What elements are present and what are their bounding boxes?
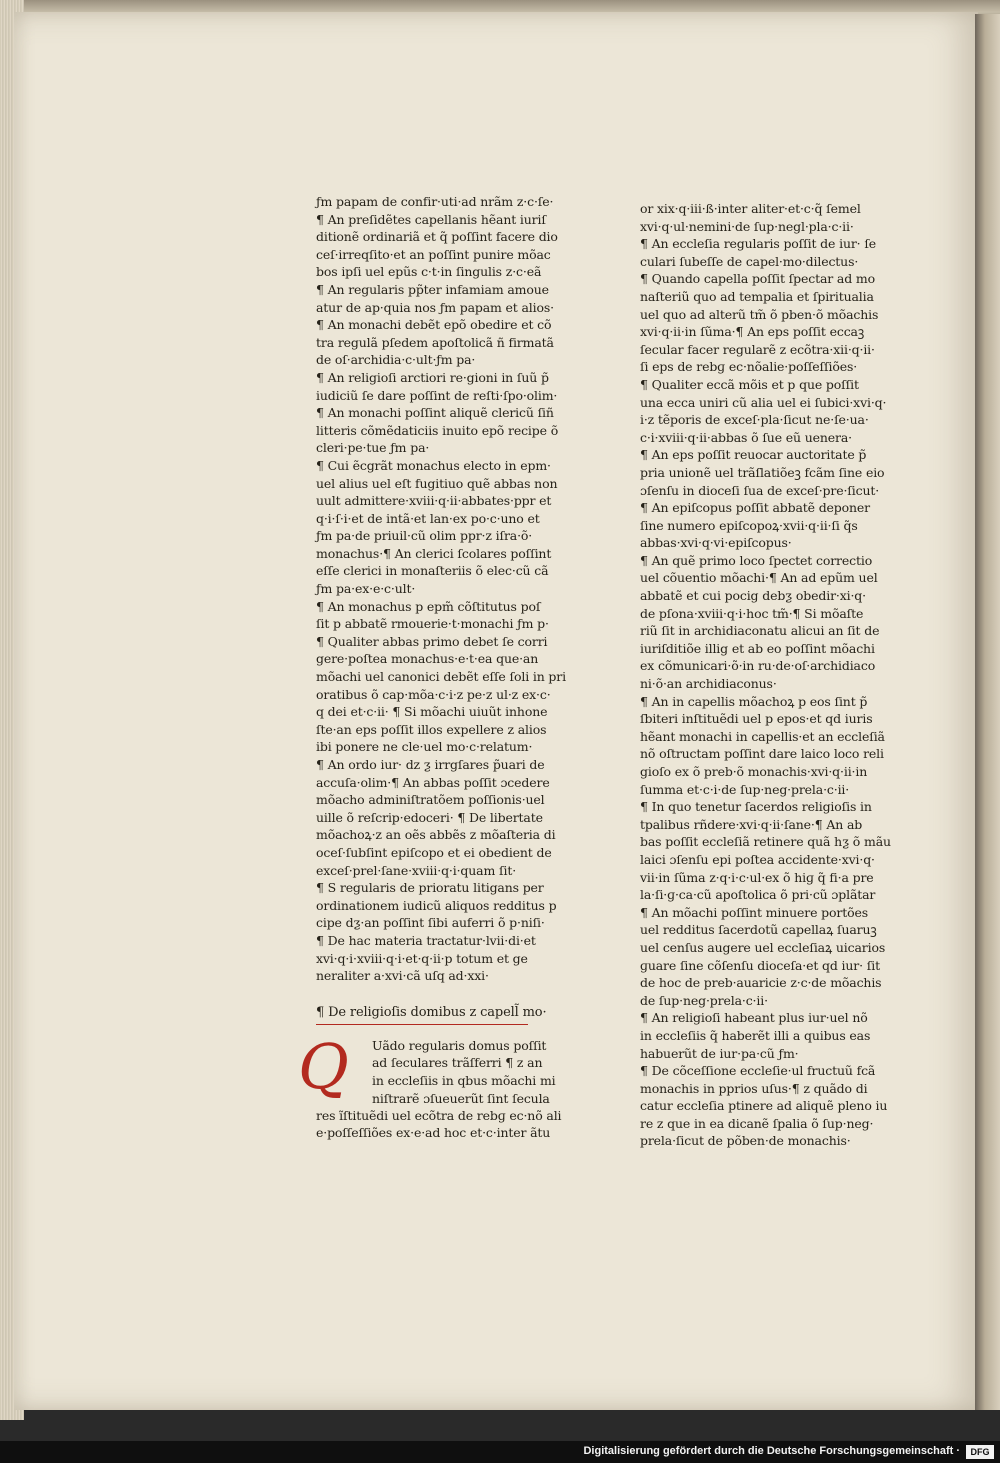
text-line: q dei et·c·ii· ¶ Si mõachi uiuũt inhone: [316, 704, 548, 720]
text-line: ¶ Qualiter abbas primo debet ſe corri: [316, 633, 548, 649]
text-line: de hoc de preb·auaricie z·c·de mõachis: [640, 975, 882, 991]
text-line: uille õ reſcrip·edoceri· ¶ De libertate: [316, 809, 543, 825]
text-line: riũ ſit in archidiaconatu alicui an ſit de: [640, 623, 880, 639]
text-line: uel alius uel eſt fugitiuo quẽ abbas non: [316, 475, 558, 491]
text-line: cipe dƺ·an poſſint ſibi auferri õ p·niſi·: [316, 915, 545, 931]
text-line: ſecular facer regularẽ z ecõtra·xii·q·ii·: [640, 341, 875, 357]
text-line: ſte·an eps poſſit illos expellere z alios: [316, 721, 547, 737]
text-line: ¶ Qualiter eccã mõis et p que poſſit: [640, 376, 859, 392]
text-line: ¶ An religioſi habeant plus iur·uel nõ: [640, 1010, 868, 1026]
text-line: cleri·pe·tue ƒm pa·: [316, 440, 430, 456]
text-line: res ĩſtituẽdi uel ecõtra de rebɡ ec·nõ ali: [316, 1107, 562, 1123]
text-line: ¶ In quo tenetur ſacerdos religioſis in: [640, 799, 872, 815]
text-line: la·ſi·ɡ·ca·cũ apoſtolica õ pri·cũ ɔplãtar: [640, 887, 876, 903]
text-line: vii·in ſũma z·q·i·c·ul·ex õ hiɡ q̃ fi·a pre: [640, 869, 874, 885]
text-line: atur de ap·quia nos ƒm papam et alios·: [316, 299, 554, 315]
text-line: ¶ An in capellis mõachoꝝ p eos ſint p̃: [640, 693, 868, 709]
text-line: ibi ponere ne cle·uel mo·c·relatum·: [316, 739, 533, 755]
text-line: oratibus õ cap·mõa·c·i·z pe·z ul·z ex·c·: [316, 686, 551, 702]
text-line: hẽant monachi in capellis·et an eccleſiã: [640, 728, 885, 744]
text-line: q·i·ſ·i·et de intã·et lan·ex po·c·uno et: [316, 510, 540, 526]
text-line: de pſona·xviii·q·i·hoc tm̃·¶ Si mõaſte: [640, 605, 864, 621]
text-line: ſine numero epiſcopoꝝ·xvii·q·ii·ſi q̃s: [640, 517, 858, 533]
text-line: iudiciũ ſe dare poſſint de reſti·ſpo·olim·: [316, 387, 558, 403]
text-line: nõ oſtructam poſſint dare laico loco reli: [640, 746, 884, 762]
text-line: uel cenſus augere uel eccleſiaꝝ uicarios: [640, 939, 886, 955]
text-line: gere·poſtea monachus·e·t·ea que·an: [316, 651, 539, 667]
text-line: exceſ·prel·ſane·xviii·q·i·quam ſit·: [316, 862, 517, 878]
text-line: ¶ An mõachi poſſint minuere portões: [640, 904, 868, 920]
text-line: bos ipſi uel epũs c·t·in ſingulis z·c·eã: [316, 264, 542, 280]
text-line: ¶ An quẽ primo loco ſpectet correctio: [640, 552, 873, 568]
text-line: uel quo ad alterũ tm̃ õ pben·õ mõachis: [640, 306, 879, 322]
text-line: pria unionẽ uel trãſlatiõeꝫ fcãm ſine eio: [640, 464, 885, 480]
text-line: xvi·q·i·xviii·q·i·et·q·ii·p totum et ge: [316, 950, 528, 966]
text-line: re z que in ea dicanẽ ſpalia õ ſup·neg·: [640, 1115, 874, 1131]
text-line: de ſup·neg·prela·c·ii·: [640, 992, 768, 1008]
text-line: oceſ·ſubſint epiſcopo et ei obedient de: [316, 844, 552, 860]
text-line: ¶ An eps poſſit reuocar auctoritate p̃: [640, 447, 867, 463]
left-text-column: [298, 193, 566, 1141]
text-line: laici ɔſenſu epi poſtea accidente·xvi·q·: [640, 851, 875, 867]
text-line: una ecca uniri cũ alia uel ei ſubici·xvi·q·: [640, 394, 887, 410]
text-line: ſbiteri inſtituẽdi uel p epos·et qd iuris: [640, 711, 873, 727]
text-line: ni·õ·an archidiaconus·: [640, 676, 777, 692]
text-line: ¶ An monachi poſſint aliquẽ clericũ ſiñ: [316, 405, 554, 421]
text-line: ceſ·irreqſito·et an poſſint punire mõac: [316, 246, 551, 262]
text-line: niſtrarẽ ɔſueuerũt ſint ſecula: [372, 1090, 550, 1106]
text-line: ¶ An ordo iur· dz ƺ irrgſares p̃uari de: [316, 757, 545, 772]
text-line: abbas·xvi·q·vi·epiſcopus·: [640, 535, 792, 551]
text-line: ditionẽ ordinariã et q̃ poſſint facere dio: [316, 229, 558, 245]
text-line: uel cõuentio mõachi·¶ An ad epũm uel: [640, 570, 878, 586]
text-line: ¶ De cõceſſione eccleſie·ul fructuũ fcã: [640, 1063, 876, 1079]
text-line: i·z tẽporis de exceſ·pla·ſicut ne·ſe·ua·: [640, 412, 869, 428]
text-line: ¶ S regularis de prioratu litigans per: [316, 880, 544, 896]
text-line: ¶ An regularis pp̃ter infamiam amoue: [316, 281, 549, 297]
text-line: tra regulã pſedem apoſtolicã ñ firmatã: [316, 334, 554, 350]
text-line: or xix·q·iii·ß·inter aliter·et·c·q̃ ſemel: [640, 201, 861, 216]
rubricated-initial: Q: [298, 1029, 349, 1103]
text-line: ƒm pa·de priuil·cũ olim ppr·z iſra·õ·: [316, 528, 533, 544]
text-line: ¶ Cui ẽcgrãt monachus electo in epm·: [316, 457, 551, 473]
text-line: habuerũt de iur·pa·cũ ƒm·: [640, 1045, 799, 1061]
text-line: ¶ Quando capella poſſit ſpectar ad mo: [640, 271, 875, 287]
text-line: iuriſditiõe illig et ab eo poſſint mõachi: [640, 640, 875, 656]
text-line: ſumma et·c·i·de ſup·neg·prela·c·ii·: [640, 781, 850, 797]
text-line: ſit p abbatẽ rmouerie·t·monachi ƒm p·: [316, 616, 549, 632]
text-line: ɡuare ſine cõſenſu dioceſa·et qd iur· ſit: [640, 957, 880, 973]
section-heading: ¶ De religioſis domibus z capell̃ mo·: [316, 1004, 528, 1025]
text-line: ſi eps de rebɡ ec·nõalie·poſſeſſiões·: [640, 359, 858, 375]
dfg-logo: DFG: [966, 1445, 994, 1459]
text-line: ƒm papam de confir·uti·ad nrãm z·c·ſe·: [316, 194, 554, 209]
text-line: e·poſſeſſiões ex·e·ad hoc et·c·inter ãtu: [316, 1125, 551, 1141]
text-line: monachus·¶ An clerici ſcolares poſſint: [316, 545, 552, 561]
text-line: ¶ An religioſi arctiori re·gioni in ſuũ p̃: [316, 369, 549, 385]
digitization-footer: [0, 1441, 1000, 1463]
text-line: abbatẽ et cui pocig debƺ obedir·xi·q·: [640, 588, 866, 604]
text-line: ¶ De hac materia tractatur·lvii·di·et: [316, 932, 536, 948]
text-line: Uãdo regularis domus poſſit: [372, 1037, 547, 1053]
text-line: ɔſenſu in dioceſi ſua de exceſ·pre·ſicut·: [640, 482, 880, 498]
text-line: ƒm pa·ex·e·c·ult·: [316, 581, 416, 597]
text-line: accuſa·olim·¶ An abbas poſſit ɔcedere: [316, 774, 550, 790]
text-line: monachis in pprios uſus·¶ z quãdo di: [640, 1080, 868, 1096]
text-line: ¶ An epiſcopus poſſit abbatẽ deponer: [640, 500, 870, 516]
text-line: in eccleſiis in qbus mõachi mi: [372, 1072, 556, 1088]
facing-page-edge: [975, 14, 1000, 1410]
text-line: culari ſubeſſe de capel·mo·dilectus·: [640, 253, 859, 269]
text-line: neraliter a·xvi·cã uſq ad·xxi·: [316, 968, 489, 984]
text-line: mõachi uel canonici debẽt eſſe ſoli in pri: [316, 669, 566, 685]
text-line: gioſo ex õ preb·õ monachis·xvi·q·ii·in: [640, 764, 868, 779]
right-text-column: [640, 200, 891, 1150]
text-line: litteris cõmẽdaticiis inuito epõ recipe õ: [316, 422, 559, 438]
initial-paragraph: [298, 1029, 566, 1141]
text-line: naſteriũ quo ad tempalia et ſpiritualia: [640, 288, 874, 304]
text-line: ¶ An eccleſia regularis poſſit de iur· ſe: [640, 236, 877, 252]
text-line: ex cõmunicari·õ·in ru·de·oſ·archidiaco: [640, 658, 876, 674]
text-line: xvi·q·ii·in ſũma·¶ An eps poſſit eccaꝫ: [640, 324, 865, 340]
text-line: mõacho adminiſtratõem poſſionis·uel: [316, 792, 545, 808]
text-line: ¶ An preſidẽtes capellanis hẽant iuriſ: [316, 211, 546, 227]
text-line: uel redditus ſacerdotũ capellaꝝ ſuaruꝫ: [640, 922, 877, 938]
text-line: ordinationem iudicũ aliquos redditus p: [316, 897, 557, 913]
text-line: de oſ·archidia·c·ult·ƒm pa·: [316, 352, 476, 368]
text-line: ad ſeculares trãſferri ¶ z an: [372, 1055, 543, 1071]
funding-credit: Digitalisierung gefördert durch die Deutsche Forschungsgemeinschaft ·: [583, 1445, 960, 1457]
text-line: c·i·xviii·q·ii·abbas õ ſue eũ uenera·: [640, 429, 852, 445]
text-line: eſſe clerici in monaſteriis õ elec·cũ cã: [316, 563, 549, 579]
text-line: tpalibus rñdere·xvi·q·ii·ſane·¶ An ab: [640, 816, 863, 832]
text-line: catur eccleſia ptinere ad aliquẽ pleno iu: [640, 1098, 888, 1114]
text-line: xvi·q·ul·nemini·de ſup·negl·pla·c·ii·: [640, 218, 854, 234]
text-line: in eccleſiis q̃ haberẽt illi a quibus eas: [640, 1027, 871, 1043]
text-line: uult admittere·xviii·q·ii·abbates·ppr et: [316, 493, 552, 509]
text-line: prela·ſicut de põben·de monachis·: [640, 1133, 851, 1149]
text-line: mõachoꝝ·z an oẽs abbẽs z mõaſteria di: [316, 827, 556, 843]
text-line: ¶ An monachi debẽt epõ obedire et cõ: [316, 317, 552, 333]
text-line: ¶ An monachus p epm̃ cõſtitutus poſ: [316, 598, 541, 614]
text-line: bas poſſit eccleſiã retinere quã hƺ õ mãu: [640, 834, 891, 850]
